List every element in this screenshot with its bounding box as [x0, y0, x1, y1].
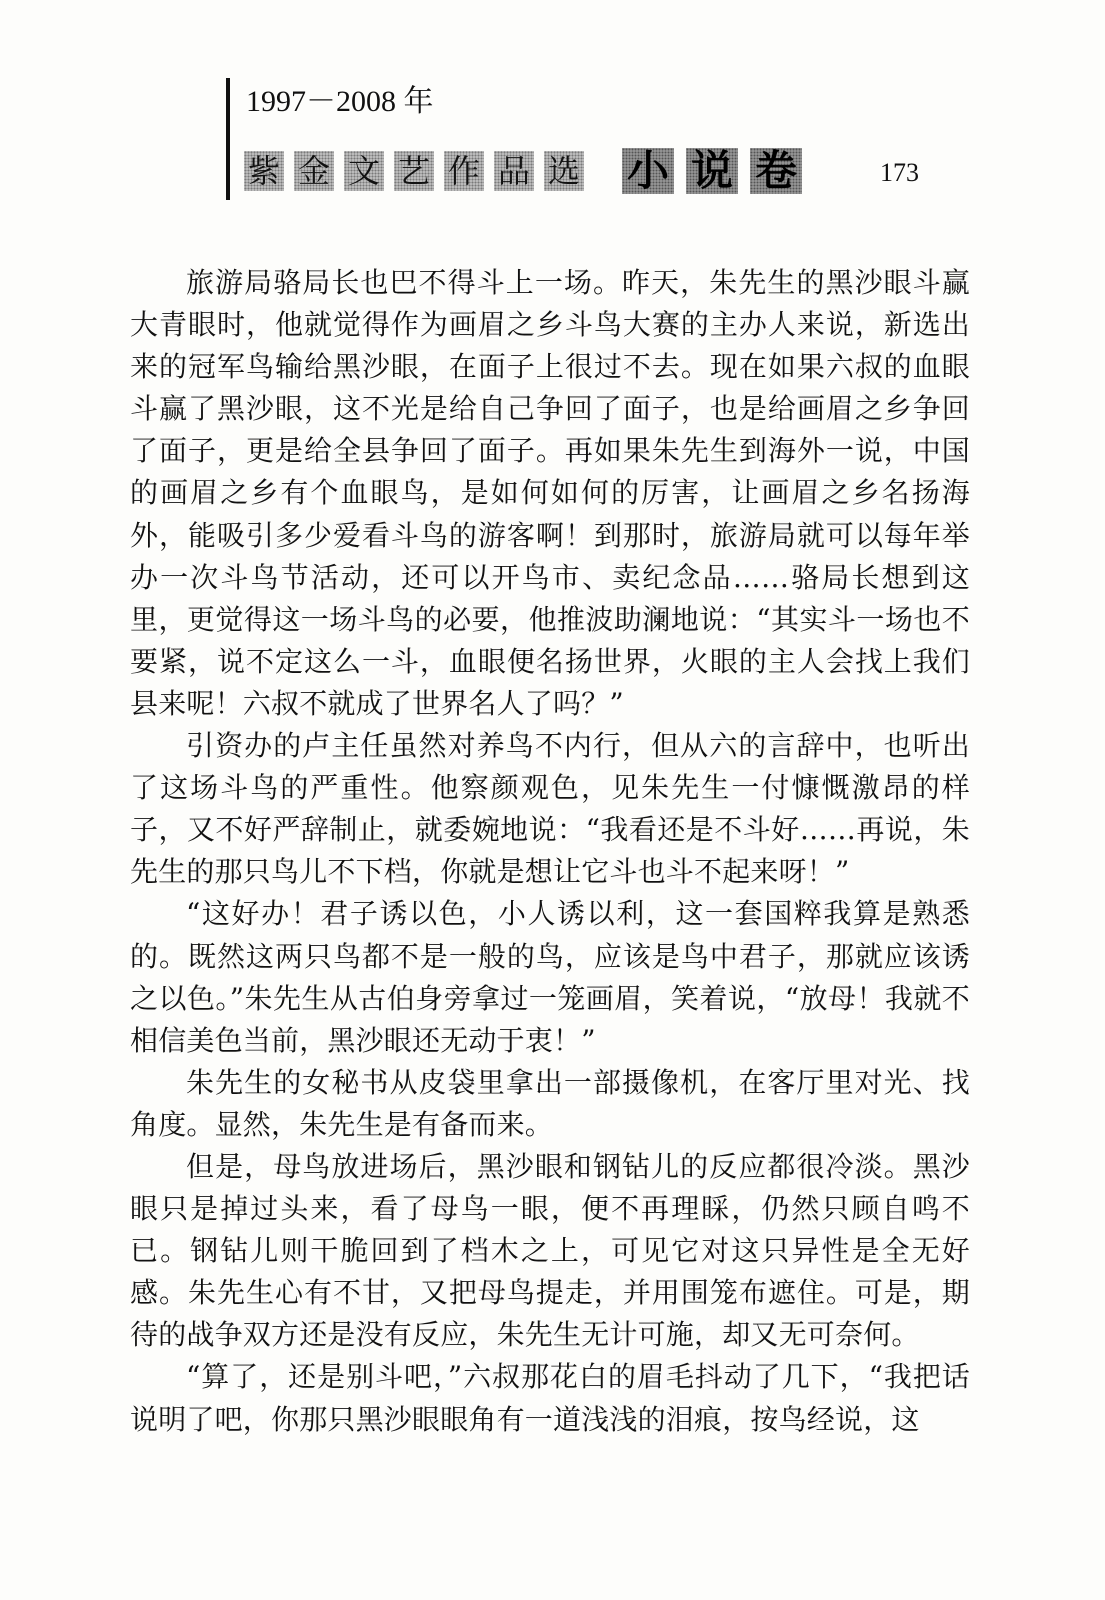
series-title-char: 艺: [394, 151, 434, 191]
genre-title-char: 说: [686, 148, 738, 194]
paragraph: 朱先生的女秘书从皮袋里拿出一部摄像机，在客厅里对光、找角度。显然，朱先生是有备而来。: [130, 1065, 970, 1141]
body-text: [130, 262, 970, 1441]
page-number: 173: [880, 158, 919, 187]
paragraph: “这好办！君子诱以色，小人诱以利，这一套国粹我算是熟悉的。既然这两只鸟都不是一般的鸟，应该是鸟中君子，那就应该诱之以色。”朱先生从古伯身旁拿过一笼画眉，笑着说，“放母！我就不相信美色当前，黑沙眼还无动于衷！”: [130, 897, 970, 1057]
header-series-title: [244, 148, 814, 194]
header-vertical-rule: [226, 78, 230, 200]
series-title-char: 作: [444, 151, 484, 191]
paragraph: 但是，母鸟放进场后，黑沙眼和钢钻儿的反应都很冷淡。黑沙眼只是掉过头来，看了母鸟一眼，便不再理睬，仍然只顾自鸣不已。钢钻儿则干脆回到了档木之上，可见它对这只异性是全无好感。朱先生心有不甘，又把母鸟提走，并用围笼布遮住。可是，期待的战争双方还是没有反应，朱先生无计可施，却又无可奈何。: [130, 1149, 970, 1352]
header-year-range: 1997－2008 年: [246, 85, 434, 118]
series-title-char: 紫: [244, 151, 284, 191]
series-title-char: 金: [294, 151, 334, 191]
paragraph: 旅游局骆局长也巴不得斗上一场。昨天，朱先生的黑沙眼斗赢大青眼时，他就觉得作为画眉之乡斗鸟大赛的主办人来说，新选出来的冠军鸟输给黑沙眼，在面子上很过不去。现在如果六叔的血眼斗赢了黑沙眼，这不光是给自己争回了面子，也是给画眉之乡争回了面子，更是给全县争回了面子。再如果朱先生到海外一说，中国的画眉之乡有个血眼鸟，是如何如何的厉害，让画眉之乡名扬海外，能吸引多少爱看斗鸟的游客啊！到那时，旅游局就可以每年举办一次斗鸟节活动，还可以开鸟市、卖纪念品……骆局长想到这里，更觉得这一场斗鸟的必要，他推波助澜地说：“其实斗一场也不要紧，说不定这么一斗，血眼便名扬世界，火眼的主人会找上我们县来呢！六叔不就成了世界名人了吗？”: [130, 266, 970, 720]
paragraph: “算了，还是别斗吧，”六叔那花白的眉毛抖动了几下，“我把话说明了吧，你那只黑沙眼眼角有一道浅浅的泪痕，按鸟经说，这: [130, 1360, 970, 1436]
series-title-char: 选: [544, 151, 584, 191]
paragraph: 引资办的卢主任虽然对养鸟不内行，但从六的言辞中，也听出了这场斗鸟的严重性。他察颜观色，见朱先生一付慷慨激昂的样子，又不好严辞制止，就委婉地说：“我看还是不斗好……再说，朱先生的那只鸟儿不下档，你就是想让它斗也斗不起来呀！”: [130, 729, 970, 889]
genre-title-char: 小: [622, 148, 674, 194]
header-genre-title: [622, 148, 814, 194]
series-title-char: 品: [494, 151, 534, 191]
series-title-char: 文: [344, 151, 384, 191]
genre-title-char: 卷: [750, 148, 802, 194]
